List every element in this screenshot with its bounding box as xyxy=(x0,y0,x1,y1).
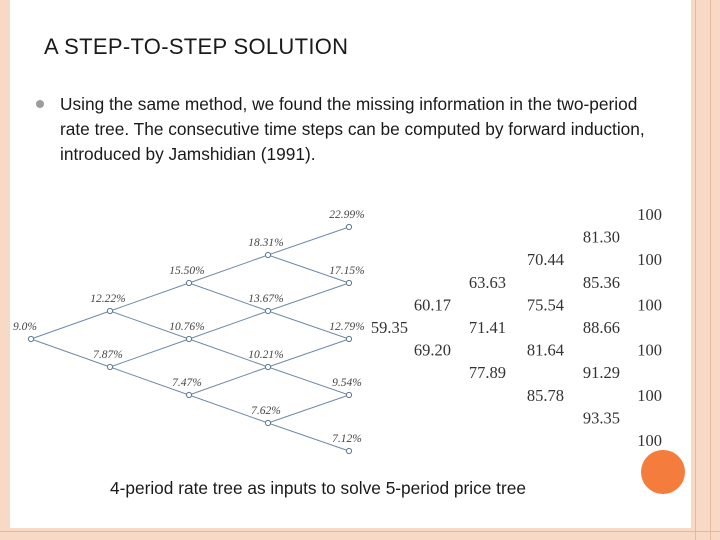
price-value: 85.78 xyxy=(526,385,564,405)
price-value: 88.66 xyxy=(582,318,620,337)
price-value: 100 xyxy=(637,295,662,315)
rate-label: 10.21% xyxy=(248,349,284,361)
tree-node xyxy=(346,280,351,285)
tree-node xyxy=(265,364,270,369)
tree-node xyxy=(265,252,270,257)
rate-label: 13.67% xyxy=(248,293,284,305)
tree-node xyxy=(265,308,270,313)
price-value: 85.36 xyxy=(582,272,620,292)
rate-label: 18.31% xyxy=(248,237,284,249)
price-value: 100 xyxy=(637,385,662,405)
price-value: 71.41 xyxy=(468,318,506,337)
slide-title: A STEP-TO-STEP SOLUTION xyxy=(44,34,349,59)
price-value: 100 xyxy=(637,205,662,224)
price-value: 63.63 xyxy=(468,272,506,292)
price-value: 70.44 xyxy=(526,250,564,270)
tree-node xyxy=(346,336,351,341)
tree-node xyxy=(186,392,191,397)
tree-node xyxy=(186,336,191,341)
price-value: 91.29 xyxy=(582,363,620,383)
tree-node xyxy=(265,420,270,425)
price-value: 77.89 xyxy=(468,363,506,383)
rate-label: 12.79% xyxy=(329,321,365,333)
rate-label: 12.22% xyxy=(90,293,126,305)
tree-node xyxy=(346,448,351,453)
price-value: 100 xyxy=(637,431,662,450)
bullet-text: Using the same method, we found the missing information in the two-period rate tree. The consecutive time steps can be computed by forward induction, introduced by Jamshidian (1991). xyxy=(60,94,645,164)
rate-label: 7.12% xyxy=(332,433,362,445)
tree-node xyxy=(107,364,112,369)
price-value: 100 xyxy=(637,250,662,270)
tree-node xyxy=(107,308,112,313)
rate-tree xyxy=(13,209,365,454)
rate-label: 9.54% xyxy=(332,377,362,389)
price-value: 75.54 xyxy=(526,295,564,315)
tree-node xyxy=(346,224,351,229)
tree-edge xyxy=(31,311,110,339)
tree-node xyxy=(346,392,351,397)
decorative-circle xyxy=(641,450,685,494)
rate-label: 7.87% xyxy=(93,349,123,361)
rate-label: 22.99% xyxy=(329,209,365,221)
tree-node xyxy=(186,280,191,285)
price-value: 81.64 xyxy=(526,340,564,360)
price-value: 93.35 xyxy=(582,408,620,428)
rate-label: 17.15% xyxy=(329,265,365,277)
rate-label: 10.76% xyxy=(169,321,205,333)
price-value: 100 xyxy=(637,340,662,360)
price-tree xyxy=(371,205,662,450)
price-value: 59.35 xyxy=(370,318,408,337)
rate-label: 15.50% xyxy=(169,265,205,277)
rate-label: 9.0% xyxy=(13,321,37,333)
price-value: 69.20 xyxy=(413,340,451,360)
rate-label: 7.62% xyxy=(251,405,281,417)
rate-label: 7.47% xyxy=(172,377,202,389)
figure-caption: 4-period rate tree as inputs to solve 5-period price tree xyxy=(110,478,526,498)
price-value: 81.30 xyxy=(582,227,620,247)
tree-node xyxy=(28,336,33,341)
price-value: 60.17 xyxy=(413,295,451,315)
